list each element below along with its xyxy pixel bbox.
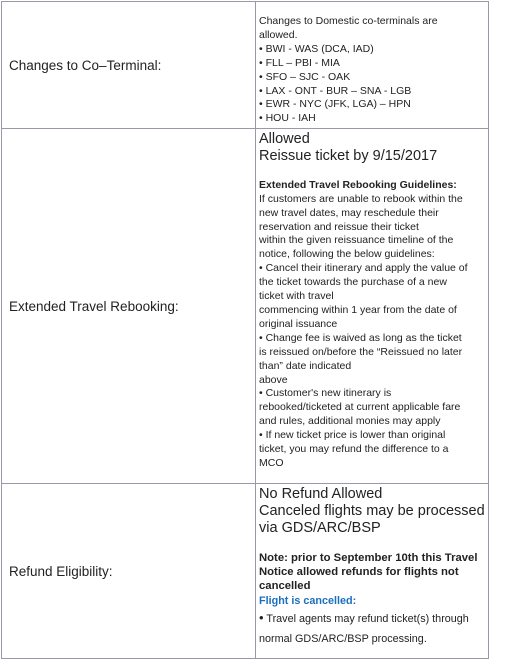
note-line: cancelled <box>259 580 311 593</box>
text-line: • Cancel their itinerary and apply the value of <box>259 262 468 275</box>
text-line: normal GDS/ARC/BSP processing. <box>259 632 427 645</box>
row-refund-eligibility <box>2 484 489 659</box>
status-line: Allowed <box>259 131 310 148</box>
text-line: ticket, you may refund the difference to a <box>259 443 449 456</box>
note-line: Note: prior to September 10th this Travel <box>259 551 478 564</box>
text-line: rebooked/ticketed at current applicable fare <box>259 401 461 414</box>
text-line: new travel dates, may reschedule their <box>259 206 439 219</box>
text-line: Canceled flights may be processed <box>259 503 485 520</box>
co-terminal-item: • LAX - ONT - BUR – SNA - LGB <box>259 84 412 97</box>
text-line: • Change fee is waived as long as the ticket <box>259 331 462 344</box>
row-co-terminal <box>2 2 489 129</box>
row-label: Extended Travel Rebooking: <box>2 129 256 484</box>
text-line: is reissued on/before the “Reissued no later <box>259 345 463 358</box>
co-terminal-content <box>256 2 489 129</box>
text-line: ticket with travel <box>259 290 334 303</box>
co-terminal-item: • SFO – SJC - OAK <box>259 70 351 83</box>
travel-notice-table <box>1 1 489 659</box>
text-line: via GDS/ARC/BSP <box>259 519 381 536</box>
text-line: than” date indicated <box>259 359 352 372</box>
text-line: above <box>259 373 288 386</box>
text-line: and rules, additional monies may apply <box>259 415 441 428</box>
row-extended-rebooking <box>2 129 489 484</box>
row-label: Refund Eligibility: <box>2 484 256 659</box>
reissue-deadline: Reissue ticket by 9/15/2017 <box>259 148 438 165</box>
text-line: • If new ticket price is lower than original <box>259 429 446 442</box>
row-label: Changes to Co–Terminal: <box>2 2 256 129</box>
flight-cancelled-heading: Flight is cancelled: <box>259 594 357 607</box>
co-terminal-item: • HOU - IAH <box>259 112 316 125</box>
refund-bullet <box>259 608 486 629</box>
text-line: notice, following the below guidelines: <box>259 248 435 261</box>
text-line: commencing within 1 year from the date of <box>259 304 457 316</box>
text-line: within the given reissuance timeline of the <box>259 234 454 247</box>
text-line: • Customer's new itinerary is <box>259 387 392 400</box>
text-line: the ticket towards the purchase of a new <box>259 276 447 289</box>
text-line: Travel agents may refund ticket(s) through <box>266 612 469 625</box>
note-line: Notice allowed refunds for flights not <box>259 566 459 579</box>
extended-rebooking-content <box>256 129 489 484</box>
refund-eligibility-content <box>256 484 489 659</box>
bullet-icon: • <box>259 609 264 625</box>
status-line: No Refund Allowed <box>259 486 383 503</box>
co-terminal-item: • FLL – PBI - MIA <box>259 56 340 69</box>
text-line: reservation and reissue their ticket <box>259 220 419 233</box>
text-line: If customers are unable to rebook within the <box>259 192 463 205</box>
co-terminal-item: • EWR - NYC (JFK, LGA) – HPN <box>259 98 411 111</box>
text-line: MCO <box>259 456 284 469</box>
text-line: original issuance <box>259 317 338 330</box>
guidelines-title: Extended Travel Rebooking Guidelines: <box>259 178 457 191</box>
text-line: allowed. <box>259 28 298 41</box>
text-line: Changes to Domestic co-terminals are <box>259 15 438 27</box>
co-terminal-item: • BWI - WAS (DCA, IAD) <box>259 42 374 55</box>
